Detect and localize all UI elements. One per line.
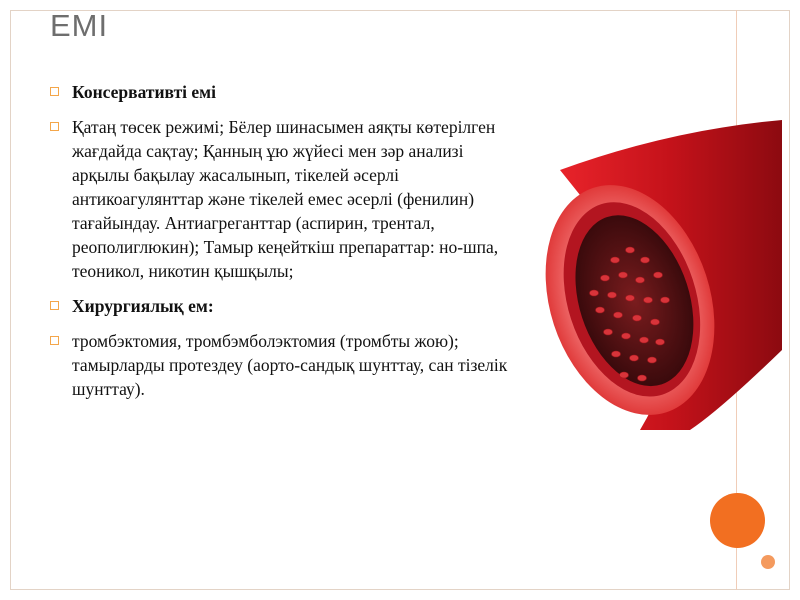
bullet-item xyxy=(50,115,510,283)
bullet-marker-icon xyxy=(50,87,59,96)
bullet-text: Хирургиялық ем: xyxy=(72,296,214,316)
bullet-marker-icon xyxy=(50,336,59,345)
bullet-item xyxy=(50,294,510,318)
bullet-marker-icon xyxy=(50,122,59,131)
bullet-item xyxy=(50,329,510,401)
slide-content xyxy=(50,80,510,412)
bullet-text: Консервативті емі xyxy=(72,82,216,102)
bullet-item xyxy=(50,80,510,104)
bullet-text: тромбэктомия, тромбэмболэктомия (тромбты жою); тамырларды протездеу (аорто-сандық шунттау, сан тізелік шунттау). xyxy=(72,331,508,399)
decorative-circle-large xyxy=(710,493,765,548)
bullet-marker-icon xyxy=(50,301,59,310)
bullet-text: Қатаң төсек режимі; Бёлер шинасымен аяқты көтерілген жағдайда сақтау; Қанның ұю жүйесі мен зәр анализі арқылы бақылау жасалынып, тікелей әсерлі антикоагулянттар және тікелей емес әсерлі (фенилин) тағайындау. Антиагреганттар (аспирин, трентал, реополиглюкин); Тамыр кеңейткіш препараттар: но-шпа, теоникол, никотин қышқылы; xyxy=(72,117,499,281)
blood-vessel-image xyxy=(520,110,785,435)
decorative-circle-small xyxy=(761,555,775,569)
slide-title: ЕМІ xyxy=(50,8,109,43)
